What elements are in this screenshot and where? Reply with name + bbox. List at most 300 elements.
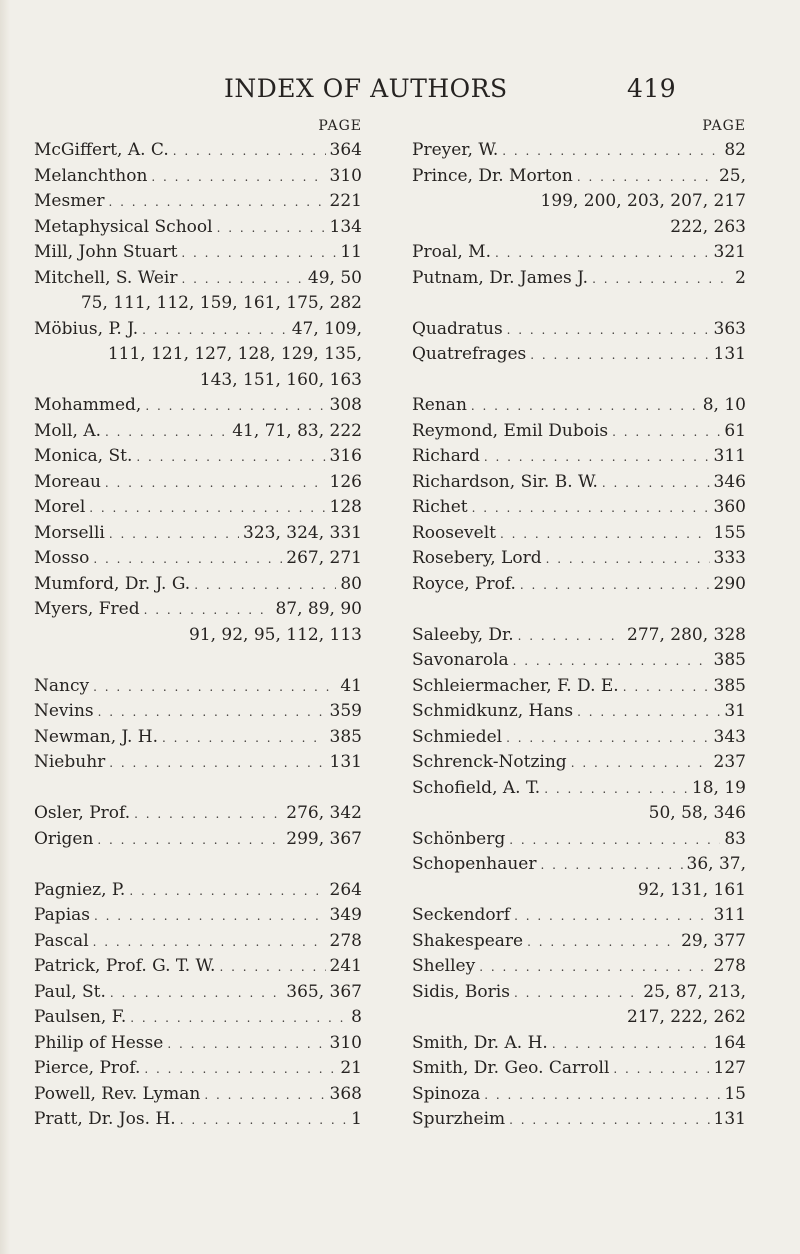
entry-line [412, 623, 746, 649]
index-entry [34, 266, 362, 317]
page-references: 80 [340, 573, 362, 594]
entry-line [34, 597, 362, 623]
index-section [412, 623, 746, 1133]
page-references-continued: 92, 131, 161 [637, 879, 746, 900]
entry-line [412, 699, 746, 725]
dot-leader [93, 547, 282, 573]
page-references: 311 [713, 905, 746, 925]
dot-leader [93, 675, 336, 701]
index-entry [412, 521, 746, 547]
index-entry [412, 623, 746, 649]
dot-leader [530, 343, 709, 369]
dot-leader [471, 394, 699, 420]
page-references: 49, 50 [307, 267, 362, 288]
index-entry [34, 1056, 362, 1082]
dot-leader [93, 930, 326, 956]
index-entry [412, 266, 746, 292]
index-entry [34, 240, 362, 266]
page-references: 333 [713, 548, 746, 568]
index-entry [412, 393, 746, 419]
page-references: 299, 367 [286, 828, 362, 849]
page-references: 36, 37, [686, 854, 746, 874]
dot-leader [110, 981, 282, 1007]
index-entry [34, 878, 362, 904]
dot-leader [109, 190, 326, 216]
index-entry [412, 164, 746, 241]
dot-leader [204, 1083, 325, 1109]
page-references: 164 [713, 1032, 746, 1053]
dot-leader [181, 267, 303, 293]
index-entry [412, 903, 746, 929]
index-section [34, 878, 362, 1133]
entry-line [412, 546, 746, 572]
index-entry [412, 674, 746, 700]
index-entry [34, 801, 362, 827]
author-name: Melanchthon [34, 165, 148, 186]
page-references: 87, 89, 90 [275, 599, 362, 619]
entry-line [34, 801, 362, 827]
index-entry [34, 674, 362, 700]
entry-line [412, 929, 746, 955]
dot-leader [612, 420, 720, 446]
page-references: 311 [713, 446, 746, 466]
author-name: Pascal [34, 930, 89, 951]
entry-line [34, 699, 362, 725]
page-references: 221 [329, 191, 362, 211]
entry-line [412, 827, 746, 853]
entry-line [34, 546, 362, 572]
index-entry [412, 648, 746, 674]
entry-line [34, 470, 362, 496]
index-entry [412, 470, 746, 496]
index-entry [34, 1082, 362, 1108]
author-name: Spinoza [412, 1083, 481, 1104]
dot-leader [544, 777, 688, 803]
author-name: Renan [412, 395, 467, 415]
dot-leader [479, 955, 709, 981]
index-entry [412, 776, 746, 827]
dot-leader [173, 139, 326, 165]
entry-line [412, 1082, 746, 1108]
page-references: 31 [724, 701, 746, 721]
entry-line [412, 470, 746, 496]
index-entry [412, 419, 746, 445]
page-references: 290 [713, 573, 746, 594]
entry-line [412, 776, 746, 802]
author-name: Prince, Dr. Morton [412, 165, 573, 186]
author-name: Morel [34, 497, 86, 517]
page-edge-shadow [0, 0, 10, 1254]
index-entry [34, 138, 362, 164]
page-references: 47, 109, [291, 318, 362, 339]
author-name: Nancy [34, 675, 90, 696]
entry-line [34, 521, 362, 547]
dot-leader [151, 165, 325, 191]
dot-leader [546, 547, 710, 573]
page-references: 83 [724, 828, 746, 849]
entry-line [34, 878, 362, 904]
index-entry [34, 572, 362, 598]
page-references: 308 [329, 395, 362, 415]
dot-leader [577, 700, 720, 726]
index-entry [412, 1082, 746, 1108]
page-references: 41, 71, 83, 222 [232, 420, 362, 441]
dot-leader [98, 700, 326, 726]
index-entry [412, 317, 746, 343]
entry-line [34, 903, 362, 929]
page-references: 264 [329, 879, 362, 900]
author-name: Smith, Dr. Geo. Carroll [412, 1058, 610, 1078]
dot-leader [509, 828, 720, 854]
entry-line [412, 164, 746, 190]
page-references: 18, 19 [691, 777, 746, 798]
author-name: Reymond, Emil Dubois [412, 420, 609, 441]
index-entry [412, 699, 746, 725]
index-entry [34, 495, 362, 521]
page-references-continued: 111, 121, 127, 128, 129, 135, [107, 344, 362, 364]
index-entry [412, 138, 746, 164]
index-entry [412, 929, 746, 955]
page-title: INDEX OF AUTHORS [224, 74, 508, 103]
index-section [34, 138, 362, 648]
entry-line [412, 1107, 746, 1133]
author-name: Mesmer [34, 191, 105, 211]
page-references: 321 [713, 242, 746, 262]
dot-leader [134, 802, 282, 828]
entry-line [34, 444, 362, 470]
dot-leader [217, 216, 326, 242]
entry-line [34, 674, 362, 700]
author-name: Shelley [412, 956, 476, 976]
page-references: 364 [329, 140, 362, 160]
index-entry [412, 444, 746, 470]
page-references-continued: 91, 92, 95, 112, 113 [188, 624, 362, 645]
dot-leader [181, 241, 336, 267]
dot-leader [144, 598, 272, 624]
dot-leader [507, 318, 710, 344]
author-name: Richard [412, 446, 480, 466]
page-references: 385 [329, 726, 362, 747]
index-entry [412, 852, 746, 903]
index-entry [412, 1031, 746, 1057]
author-name: Quadratus [412, 318, 503, 339]
index-entry [34, 317, 362, 394]
index-section [412, 393, 746, 597]
author-name: Schmidkunz, Hans [412, 701, 574, 721]
entry-line [34, 1082, 362, 1108]
entry-line [412, 725, 746, 751]
dot-leader [552, 1032, 710, 1058]
page-references: 1 [351, 1109, 362, 1129]
entry-line [412, 444, 746, 470]
entry-line [34, 954, 362, 980]
author-name: Schrenck-Notzing [412, 752, 567, 772]
entry-line [412, 495, 746, 521]
entry-line [412, 954, 746, 980]
index-entry [34, 393, 362, 419]
index-entry [412, 546, 746, 572]
author-name: Paulsen, F. [34, 1007, 127, 1027]
dot-leader [484, 445, 710, 471]
page-references: 29, 377 [681, 930, 746, 951]
entry-line [34, 1031, 362, 1057]
author-name: Proal, M. [412, 242, 491, 262]
index-entry [412, 827, 746, 853]
page-references: 363 [713, 318, 746, 339]
author-name: Mosso [34, 548, 90, 568]
index-entry [34, 954, 362, 980]
page-references: 131 [329, 752, 362, 772]
dot-leader [105, 420, 228, 446]
index-entry [34, 1107, 362, 1133]
dot-leader [162, 726, 326, 752]
author-name: Osler, Prof. [34, 803, 131, 823]
author-name: Powell, Rev. Lyman [34, 1083, 201, 1104]
index-entry [412, 1107, 746, 1133]
page-number: 419 [627, 74, 677, 103]
entry-line [34, 266, 362, 292]
author-name: Mumford, Dr. J. G. [34, 573, 191, 594]
entry-line [34, 750, 362, 776]
dot-leader [130, 1006, 347, 1032]
index-entry [412, 240, 746, 266]
page-references: 128 [329, 497, 362, 517]
page-references: 61 [724, 420, 746, 441]
index-section [412, 317, 746, 368]
dot-leader [144, 1057, 336, 1083]
page-references: 131 [713, 344, 746, 364]
page-references: 131 [713, 1109, 746, 1129]
index-entry [412, 342, 746, 368]
dot-leader [180, 1108, 347, 1134]
entry-line [34, 1056, 362, 1082]
dot-leader [194, 573, 336, 599]
index-entry [412, 1056, 746, 1082]
page-references: 134 [329, 216, 362, 237]
dot-leader [518, 624, 623, 650]
entry-line [412, 317, 746, 343]
dot-leader [502, 139, 720, 165]
dot-leader [472, 496, 710, 522]
page-references: 385 [713, 650, 746, 670]
index-entry [34, 929, 362, 955]
entry-line [34, 138, 362, 164]
page-references-continued: 50, 58, 346 [648, 803, 746, 823]
entry-line [34, 240, 362, 266]
author-name: Mitchell, S. Weir [34, 267, 178, 288]
index-section [412, 138, 746, 291]
entry-line [412, 138, 746, 164]
page-references: 126 [329, 471, 362, 492]
page-references: 21 [340, 1058, 362, 1078]
dot-leader [623, 675, 710, 701]
author-name: Savonarola [412, 650, 509, 670]
author-name: Royce, Prof. [412, 573, 516, 594]
author-name: McGiffert, A. C. [34, 140, 169, 160]
page-references: 277, 280, 328 [627, 624, 746, 645]
author-name: Rosebery, Lord [412, 548, 542, 568]
author-name: Metaphysical School [34, 216, 213, 237]
index-entry [34, 980, 362, 1006]
index-entry [34, 189, 362, 215]
index-entry [412, 750, 746, 776]
author-name: Richardson, Sir. B. W. [412, 471, 598, 492]
page-references: 365, 367 [286, 981, 362, 1002]
index-entry [412, 980, 746, 1031]
index-entry [412, 572, 746, 598]
author-name: Schopenhauer [412, 854, 537, 874]
author-name: Preyer, W. [412, 140, 499, 160]
author-name: Paul, St. [34, 981, 106, 1002]
author-name: Morselli [34, 522, 105, 543]
page-references: 155 [713, 522, 746, 543]
page-column-label: PAGE [318, 118, 362, 134]
dot-leader [89, 496, 325, 522]
entry-line [34, 725, 362, 751]
index-entry [34, 419, 362, 445]
entry-line [34, 495, 362, 521]
dot-leader [219, 955, 325, 981]
author-name: Sidis, Boris [412, 981, 510, 1002]
page-references: 346 [713, 471, 746, 492]
index-section [34, 801, 362, 852]
page-references: 368 [329, 1083, 362, 1104]
index-entry [34, 699, 362, 725]
index-entry [34, 750, 362, 776]
page-references: 310 [329, 1032, 362, 1053]
author-name: Schmiedel [412, 726, 503, 747]
page-references: 8, 10 [702, 395, 746, 415]
page-references: 343 [713, 726, 746, 747]
dot-leader [602, 471, 710, 497]
dot-leader [109, 751, 325, 777]
author-name: Spurzheim [412, 1109, 506, 1129]
page-references: 349 [329, 905, 362, 925]
dot-leader [484, 1083, 720, 1109]
author-name: Roosevelt [412, 522, 496, 543]
entry-line [34, 164, 362, 190]
index-entry [34, 1005, 362, 1031]
index-entry [34, 827, 362, 853]
entry-line [34, 393, 362, 419]
index-entry [412, 954, 746, 980]
dot-leader [145, 394, 325, 420]
author-name: Newman, J. H. [34, 726, 159, 747]
author-name: Origen [34, 828, 94, 849]
index-entry [34, 470, 362, 496]
entry-line [34, 572, 362, 598]
entry-line [412, 980, 746, 1006]
page-references-continued: 143, 151, 160, 163 [199, 369, 362, 390]
entry-line [412, 674, 746, 700]
page-references: 276, 342 [286, 803, 362, 823]
author-name: Papias [34, 905, 90, 925]
dot-leader [527, 930, 677, 956]
entry-line [412, 1056, 746, 1082]
page-references: 241 [329, 956, 362, 976]
author-name: Pierce, Prof. [34, 1058, 141, 1078]
entry-line [412, 240, 746, 266]
author-name: Mohammed, [34, 395, 142, 415]
entry-line [412, 342, 746, 368]
index-column-left [34, 118, 362, 1133]
author-name: Schofield, A. T. [412, 777, 541, 798]
index-column-right [412, 118, 746, 1133]
entry-line [34, 1005, 362, 1031]
dot-leader [129, 879, 325, 905]
index-entry [34, 444, 362, 470]
author-name: Putnam, Dr. James J. [412, 267, 589, 288]
dot-leader [577, 165, 715, 191]
page-references: 323, 324, 331 [243, 522, 362, 543]
index-entry [412, 495, 746, 521]
dot-leader [513, 649, 710, 675]
entry-line [412, 750, 746, 776]
page-references: 237 [713, 752, 746, 772]
index-entry [34, 1031, 362, 1057]
author-name: Mill, John Stuart [34, 242, 178, 262]
entry-line [412, 1031, 746, 1057]
dot-leader [495, 241, 710, 267]
page-references: 278 [713, 956, 746, 976]
entry-line [34, 827, 362, 853]
entry-line [34, 980, 362, 1006]
page-column-label: PAGE [702, 118, 746, 134]
page-references: 360 [713, 497, 746, 517]
page-references: 25, 87, 213, [643, 981, 746, 1002]
dot-leader [97, 828, 282, 854]
entry-line [412, 648, 746, 674]
page-references: 25, [718, 165, 746, 186]
author-name: Seckendorf [412, 905, 511, 925]
page-references: 267, 271 [286, 548, 362, 568]
page-references: 82 [724, 140, 746, 160]
dot-leader [94, 904, 326, 930]
entry-line [412, 903, 746, 929]
dot-leader [506, 726, 709, 752]
dot-leader [142, 318, 288, 344]
author-name: Patrick, Prof. G. T. W. [34, 956, 216, 976]
dot-leader [500, 522, 710, 548]
author-name: Moreau [34, 471, 101, 492]
page-references: 278 [329, 930, 362, 951]
index-entry [34, 903, 362, 929]
author-name: Pratt, Dr. Jos. H. [34, 1109, 176, 1129]
page-references: 15 [724, 1083, 746, 1104]
entry-line [412, 521, 746, 547]
index-entry [34, 725, 362, 751]
page-references: 127 [713, 1058, 746, 1078]
author-name: Myers, Fred [34, 599, 140, 619]
page-references-continued: 75, 111, 112, 159, 161, 175, 282 [80, 293, 362, 313]
author-name: Quatrefrages [412, 344, 527, 364]
author-name: Nevins [34, 701, 94, 721]
entry-line [412, 852, 746, 878]
author-name: Pagniez, P. [34, 879, 126, 900]
author-name: Möbius, P. J. [34, 318, 139, 339]
index-section [34, 674, 362, 776]
entry-line [412, 572, 746, 598]
index-entry [34, 597, 362, 648]
page-references: 359 [329, 701, 362, 721]
page-references: 385 [713, 675, 746, 696]
index-entry [34, 546, 362, 572]
dot-leader [514, 904, 709, 930]
page-references-continued: 199, 200, 203, 207, 217 [540, 191, 746, 211]
entry-line [412, 393, 746, 419]
dot-leader [514, 981, 639, 1007]
page-references: 11 [340, 242, 362, 262]
